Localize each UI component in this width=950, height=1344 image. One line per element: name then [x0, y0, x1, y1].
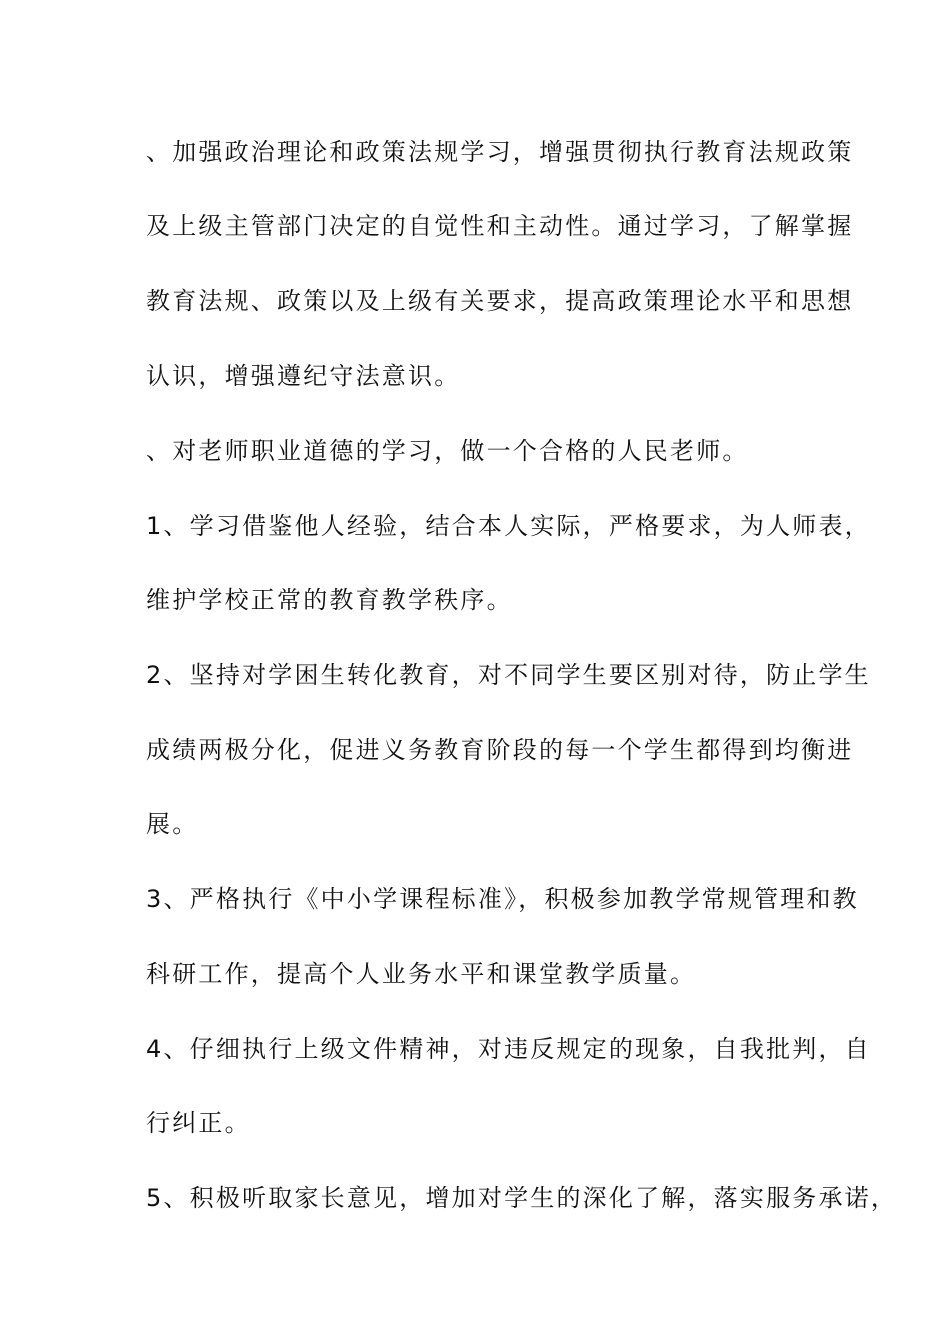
text-line: 、加强政治理论和政策法规学习，增强贯彻执行教育法规政策 — [146, 138, 854, 166]
text-line: 成绩两极分化，促进义务教育阶段的每一个学生都得到均衡进 — [146, 736, 854, 764]
text-line: 2、坚持对学困生转化教育，对不同学生要区别对待，防止学生 — [146, 661, 871, 689]
text-line: 4、仔细执行上级文件精神，对违反规定的现象，自我批判，自 — [146, 1035, 871, 1063]
text-line: 展。 — [146, 810, 199, 838]
text-line: 行纠正。 — [146, 1109, 251, 1137]
text-line: 、对老师职业道德的学习，做一个合格的人民老师。 — [146, 437, 749, 465]
text-line: 认识，增强遵纪守法意识。 — [146, 362, 461, 390]
text-line: 科研工作，提高个人业务水平和课堂教学质量。 — [146, 960, 697, 988]
text-line: 5、积极听取家长意见，增加对学生的深化了解，落实服务承诺， — [146, 1184, 898, 1212]
text-line: 1、学习借鉴他人经验，结合本人实际，严格要求，为人师表， — [146, 512, 871, 540]
text-line: 3、严格执行《中小学课程标准》，积极参加教学常规管理和教 — [146, 885, 859, 913]
text-line: 维护学校正常的教育教学秩序。 — [146, 586, 513, 614]
text-line: 教育法规、政策以及上级有关要求，提高政策理论水平和思想 — [146, 287, 854, 315]
text-line: 及上级主管部门决定的自觉性和主动性。通过学习，了解掌握 — [146, 212, 854, 240]
